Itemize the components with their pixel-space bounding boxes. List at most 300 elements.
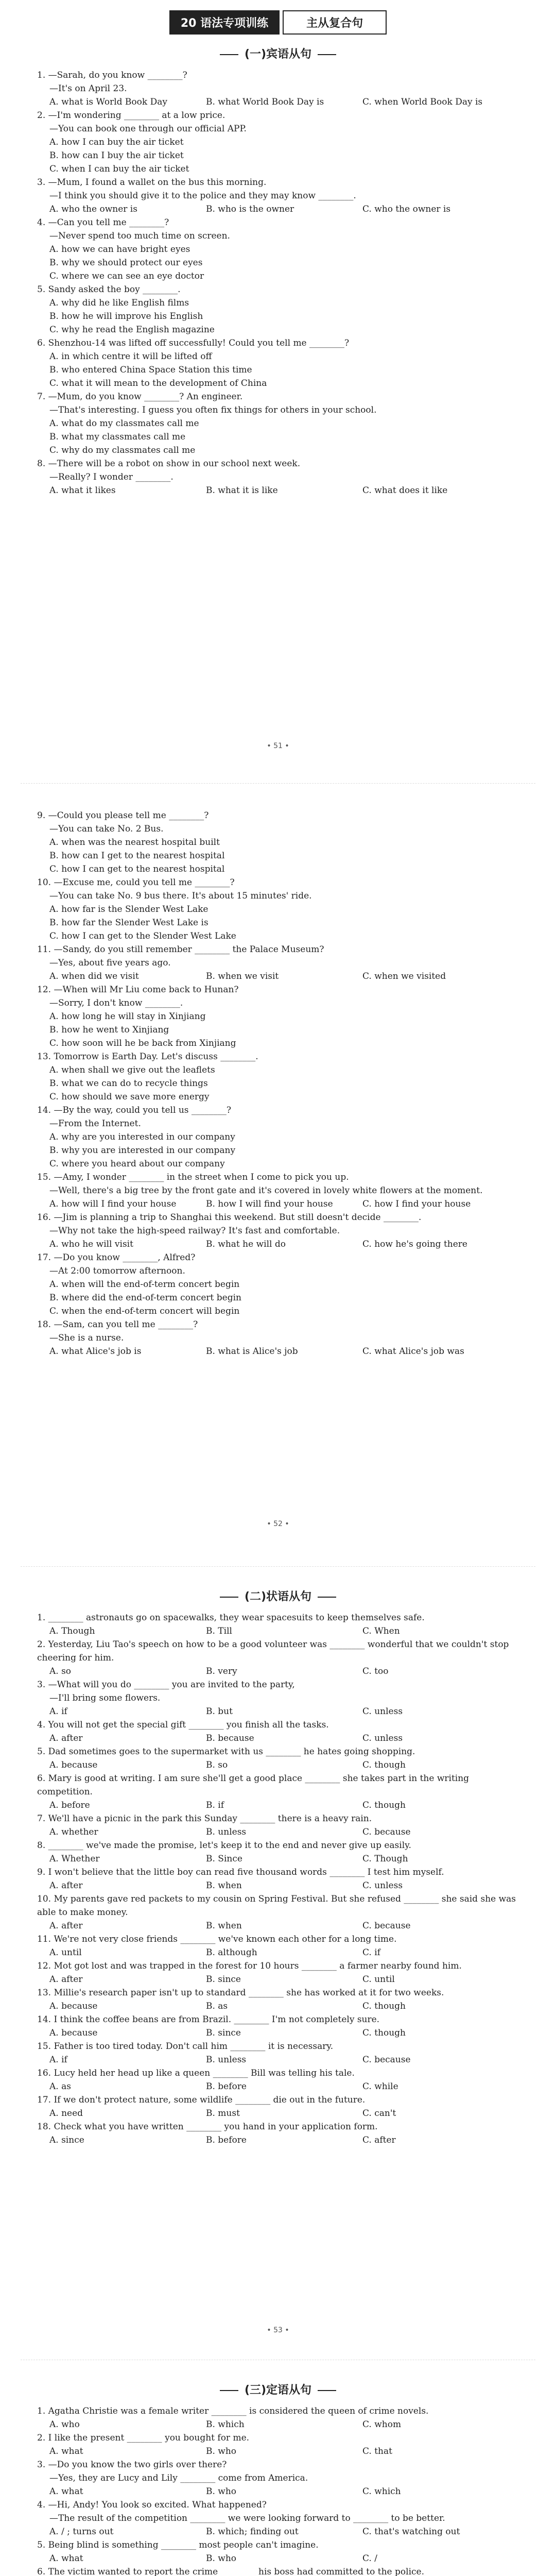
question-stem bbox=[37, 2458, 519, 2471]
answer-option: C. after bbox=[362, 2135, 396, 2145]
dialog-line bbox=[49, 1264, 519, 1278]
question-stem bbox=[37, 1050, 519, 1063]
option-group bbox=[49, 135, 519, 176]
question-stem bbox=[37, 69, 519, 82]
question-number: 11. bbox=[37, 1934, 51, 1944]
dialog-line bbox=[49, 822, 519, 836]
question-text: —Well, there's a big tree by the front gate and it's covered in lovely white flowers at the moment. bbox=[49, 1185, 483, 1196]
answer-option: C. if bbox=[362, 1947, 380, 1958]
question-stem bbox=[37, 390, 519, 403]
answer-option: B. what my classmates call me bbox=[49, 432, 186, 442]
page-number: • 51 • bbox=[267, 742, 289, 750]
dialog-line bbox=[49, 1691, 519, 1705]
question-number: 14. bbox=[37, 1105, 51, 1115]
answer-option: A. in which centre it will be lifted off bbox=[49, 351, 212, 362]
answer-option: B. what he will do bbox=[206, 1239, 286, 1249]
question-item bbox=[37, 1104, 519, 1171]
question-text: —Sandy, do you still remember ________ the Palace Museum? bbox=[54, 944, 324, 955]
answer-option: C. what Alice's job was bbox=[362, 1346, 464, 1357]
answer-option: C. where we can see an eye doctor bbox=[49, 271, 204, 281]
question-item bbox=[37, 809, 519, 876]
dialog-line bbox=[49, 889, 519, 903]
question-stem bbox=[37, 1211, 519, 1224]
question-item bbox=[37, 983, 519, 1050]
option-group bbox=[49, 2053, 519, 2066]
question-item bbox=[37, 1986, 519, 2013]
answer-option: A. after bbox=[49, 1974, 83, 1985]
answer-option: C. what it will mean to the development of China bbox=[49, 378, 267, 388]
option-group bbox=[49, 1197, 519, 1211]
question-text: —Could you please tell me ________? bbox=[48, 810, 209, 821]
question-stem bbox=[37, 1611, 519, 1624]
question-number: 1. bbox=[37, 70, 46, 80]
answer-option: C. unless bbox=[362, 1880, 403, 1891]
question-number: 5. bbox=[37, 1747, 46, 1757]
question-number: 17. bbox=[37, 2095, 51, 2105]
answer-option: A. as bbox=[49, 2081, 71, 2092]
option-group bbox=[49, 2107, 519, 2120]
question-text: If we don't protect nature, some wildlife ________ die out in the future. bbox=[54, 2095, 366, 2105]
answer-option: C. where you heard about our company bbox=[49, 1159, 225, 1169]
answer-option: C. too bbox=[362, 1666, 389, 1676]
question-number: 10. bbox=[37, 877, 51, 888]
answer-option: C. when I can buy the air ticket bbox=[49, 164, 189, 174]
question-text: —There will be a robot on show in our school next week. bbox=[48, 459, 301, 469]
question-number: 14. bbox=[37, 2014, 51, 2025]
answer-option: C. unless bbox=[362, 1733, 403, 1743]
option-group bbox=[49, 1799, 519, 1812]
question-number: 8. bbox=[37, 459, 46, 469]
option-group bbox=[49, 1238, 519, 1251]
question-stem bbox=[37, 1251, 519, 1264]
question-stem bbox=[37, 943, 519, 956]
question-item bbox=[37, 2040, 519, 2066]
question-text: —By the way, could you tell us ________? bbox=[54, 1105, 232, 1115]
answer-option: B. how he went to Xinjiang bbox=[49, 1025, 169, 1035]
answer-option: A. what bbox=[49, 2486, 83, 2497]
option-group bbox=[49, 1758, 519, 1772]
question-item bbox=[37, 1211, 519, 1251]
answer-option: B. although bbox=[206, 1947, 257, 1958]
question-number: 2. bbox=[37, 1639, 46, 1650]
question-text: Father is too tired today. Don't call him ________ it is necessary. bbox=[54, 2041, 334, 2052]
answer-option: A. after bbox=[49, 1733, 83, 1743]
question-stem bbox=[37, 2538, 519, 2552]
option-group bbox=[49, 202, 519, 216]
answer-option: C. how should we save more energy bbox=[49, 1092, 210, 1102]
question-stem bbox=[37, 2431, 519, 2445]
question-item bbox=[37, 2565, 519, 2576]
answer-option: A. so bbox=[49, 1666, 72, 1676]
option-group bbox=[49, 1624, 519, 1638]
dialog-line bbox=[49, 996, 519, 1010]
question-stem bbox=[37, 2565, 519, 2576]
answer-option: C. because bbox=[362, 1827, 411, 1837]
dialog-line bbox=[49, 1331, 519, 1345]
answer-option: B. how can I get to the nearest hospital bbox=[49, 851, 225, 861]
answer-option: C. when the end-of-term concert will begin bbox=[49, 1306, 240, 1316]
question-stem bbox=[37, 809, 519, 822]
question-text: —When will Mr Liu come back to Hunan? bbox=[54, 985, 239, 995]
option-group bbox=[49, 970, 519, 983]
question-text: —You can take No. 2 Bus. bbox=[49, 824, 164, 834]
answer-option: A. what it likes bbox=[49, 485, 116, 496]
answer-option: C. because bbox=[362, 1921, 411, 1931]
answer-option: A. how I can buy the air ticket bbox=[49, 137, 184, 147]
question-stem bbox=[37, 1678, 519, 1691]
header-bar bbox=[0, 10, 556, 34]
option-group bbox=[49, 2133, 519, 2147]
answer-option: C. that bbox=[362, 2446, 392, 2456]
option-group bbox=[49, 1999, 519, 2013]
answer-option: B. when we visit bbox=[206, 971, 279, 981]
question-item bbox=[37, 457, 519, 497]
answer-option: A. how long he will stay in Xinjiang bbox=[49, 1011, 206, 1022]
answer-option: C. though bbox=[362, 2028, 406, 2038]
question-text: —Yes, they are Lucy and Lily ________ come from America. bbox=[49, 2473, 308, 2483]
question-stem bbox=[37, 1718, 519, 1732]
page-divider bbox=[21, 783, 535, 784]
question-text: —Amy, I wonder ________ in the street when I come to pick you up. bbox=[54, 1172, 349, 1182]
answer-option: A. what Alice's job is bbox=[49, 1346, 142, 1357]
option-group bbox=[49, 1879, 519, 1892]
question-number: 17. bbox=[37, 1252, 51, 1263]
question-text: —Sam, can you tell me ________? bbox=[54, 1319, 198, 1330]
question-text: Millie's research paper isn't up to standard ________ she has worked at it for two weeks. bbox=[54, 1988, 444, 1998]
question-number: 16. bbox=[37, 2068, 51, 2078]
question-text: Shenzhou-14 was lifted off successfully! Could you tell me ________? bbox=[48, 338, 350, 348]
question-item bbox=[37, 216, 519, 283]
question-number: 13. bbox=[37, 1988, 51, 1998]
answer-option: A. after bbox=[49, 1880, 83, 1891]
answer-option: B. how can I buy the air ticket bbox=[49, 150, 184, 161]
answer-option: B. before bbox=[206, 2135, 247, 2145]
question-text: Mot got lost and was trapped in the forest for 10 hours ________ a farmer nearby found him. bbox=[54, 1961, 462, 1971]
option-group bbox=[49, 2418, 519, 2431]
question-number: 3. bbox=[37, 1680, 46, 1690]
option-group bbox=[49, 417, 519, 457]
question-item bbox=[37, 2066, 519, 2093]
answer-option: C. who the owner is bbox=[362, 204, 451, 214]
answer-option: B. since bbox=[206, 2028, 241, 2038]
question-item bbox=[37, 2013, 519, 2040]
question-number: 3. bbox=[37, 2460, 46, 2470]
option-group bbox=[49, 1063, 519, 1104]
question-number: 4. bbox=[37, 2500, 46, 2510]
answer-option: A. who bbox=[49, 2419, 80, 2430]
answer-option: A. how will I find your house bbox=[49, 1199, 177, 1209]
answer-option: A. if bbox=[49, 1706, 67, 1717]
dialog-line bbox=[49, 470, 519, 484]
question-number: 18. bbox=[37, 2122, 51, 2132]
question-text: Mary is good at writing. I am sure she'll get a good place ________ she takes part in the writing competition. bbox=[37, 1773, 472, 1797]
question-text: —Hi, Andy! You look so excited. What happened? bbox=[48, 2500, 267, 2510]
question-item bbox=[37, 283, 519, 336]
question-list bbox=[0, 69, 556, 497]
dialog-line bbox=[49, 1184, 519, 1197]
answer-option: A. when did we visit bbox=[49, 971, 139, 981]
question-item bbox=[37, 2120, 519, 2147]
answer-option: C. When bbox=[362, 1626, 400, 1636]
answer-option: C. until bbox=[362, 1974, 395, 1985]
question-number: 15. bbox=[37, 2041, 51, 2052]
question-text: We're not very close friends ________ we've known each other for a long time. bbox=[54, 1934, 397, 1944]
answer-option: B. what we can do to recycle things bbox=[49, 1078, 208, 1089]
answer-option: A. / ; turns out bbox=[49, 2527, 114, 2537]
answer-option: B. how far the Slender West Lake is bbox=[49, 918, 208, 928]
option-group bbox=[49, 1973, 519, 1986]
dialog-line bbox=[49, 2512, 519, 2525]
question-item bbox=[37, 1933, 519, 1959]
answer-option: A. if bbox=[49, 2055, 67, 2065]
question-text: Agatha Christie was a female writer ________ is considered the queen of crime novels. bbox=[48, 2406, 429, 2416]
page-number: • 52 • bbox=[267, 1520, 289, 1528]
page-1 bbox=[0, 0, 556, 497]
answer-option: C. though bbox=[362, 1800, 406, 1810]
question-text: —What will you do ________ you are invited to the party, bbox=[48, 1680, 295, 1690]
question-stem bbox=[37, 2404, 519, 2418]
question-list bbox=[0, 809, 556, 1358]
page-2 bbox=[0, 793, 556, 1358]
question-item bbox=[37, 1678, 519, 1718]
question-item bbox=[37, 1171, 519, 1211]
question-item bbox=[37, 943, 519, 983]
question-number: 7. bbox=[37, 392, 46, 402]
question-number: 5. bbox=[37, 2540, 46, 2550]
question-text: The victim wanted to report the crime ________ his boss had committed to the police. bbox=[48, 2567, 425, 2576]
answer-option: B. how I will find your house bbox=[206, 1199, 333, 1209]
question-item bbox=[37, 1892, 519, 1933]
question-item bbox=[37, 390, 519, 457]
question-text: —I think you should give it to the police and they may know ________. bbox=[49, 191, 356, 201]
answer-option: C. that's watching out bbox=[362, 2527, 460, 2537]
question-item bbox=[37, 1050, 519, 1104]
question-number: 13. bbox=[37, 1052, 51, 1062]
answer-option: A. need bbox=[49, 2108, 83, 2119]
answer-option: C. unless bbox=[362, 1706, 403, 1717]
question-text: —Excuse me, could you tell me ________? bbox=[54, 877, 235, 888]
question-text: —I'll bring some flowers. bbox=[49, 1693, 161, 1703]
answer-option: A. how we can have bright eyes bbox=[49, 244, 190, 255]
question-text: Sandy asked the boy ________. bbox=[48, 284, 181, 295]
question-stem bbox=[37, 983, 519, 996]
question-number: 1. bbox=[37, 1613, 46, 1623]
option-group bbox=[49, 1732, 519, 1745]
question-text: —Do you know ________, Alfred? bbox=[54, 1252, 196, 1263]
section-title: (一)宾语从句 bbox=[0, 45, 556, 61]
answer-option: A. whether bbox=[49, 1827, 98, 1837]
question-stem bbox=[37, 2013, 519, 2026]
answer-option: A. why did he like English films bbox=[49, 298, 189, 308]
question-text: You will not get the special gift ________ you finish all the tasks. bbox=[48, 1720, 329, 1730]
question-text: We'll have a picnic in the park this Sunday ________ there is a heavy rain. bbox=[48, 1814, 372, 1824]
dialog-line bbox=[49, 1224, 519, 1238]
option-group bbox=[49, 484, 519, 497]
option-group bbox=[49, 903, 519, 943]
question-number: 2. bbox=[37, 2433, 46, 2443]
answer-option: A. because bbox=[49, 1760, 98, 1770]
answer-option: B. because bbox=[206, 1733, 254, 1743]
question-number: 12. bbox=[37, 985, 51, 995]
question-number: 8. bbox=[37, 1840, 46, 1851]
question-stem bbox=[37, 1171, 519, 1184]
question-text: Lucy held her head up like a queen ________ Bill was telling his tale. bbox=[54, 2068, 355, 2078]
question-text: I like the present ________ you bought for me. bbox=[48, 2433, 250, 2443]
question-text: —I'm wondering ________ at a low price. bbox=[48, 110, 225, 121]
question-text: I won't believe that the little boy can read five thousand words ________ I test him myself. bbox=[48, 1867, 444, 1877]
answer-option: B. which; finding out bbox=[206, 2527, 299, 2537]
answer-option: C. how he's going there bbox=[362, 1239, 467, 1249]
answer-option: B. who is the owner bbox=[206, 204, 294, 214]
page-4 bbox=[0, 2370, 556, 2576]
answer-option: C. why do my classmates call me bbox=[49, 445, 196, 455]
question-text: —She is a nurse. bbox=[49, 1333, 124, 1343]
option-group bbox=[49, 2026, 519, 2040]
answer-option: B. must bbox=[206, 2108, 240, 2119]
question-number: 2. bbox=[37, 110, 46, 121]
answer-option: B. when bbox=[206, 1921, 242, 1931]
answer-option: A. Whether bbox=[49, 1854, 100, 1864]
question-item bbox=[37, 109, 519, 176]
answer-option: B. who bbox=[206, 2486, 237, 2497]
answer-option: C. because bbox=[362, 2055, 411, 2065]
option-group bbox=[49, 1825, 519, 1839]
question-number: 4. bbox=[37, 1720, 46, 1730]
question-text: I think the coffee beans are from Brazil. ________ I'm not completely sure. bbox=[54, 2014, 380, 2025]
question-text: Tomorrow is Earth Day. Let's discuss ________. bbox=[54, 1052, 258, 1062]
answer-option: C. though bbox=[362, 1760, 406, 1770]
answer-option: B. what it is like bbox=[206, 485, 278, 496]
answer-option: A. when will the end-of-term concert begin bbox=[49, 1279, 240, 1290]
answer-option: B. but bbox=[206, 1706, 233, 1717]
answer-option: C. how I can get to the Slender West Lake bbox=[49, 931, 236, 941]
answer-option: B. before bbox=[206, 2081, 247, 2092]
question-text: —Sarah, do you know ________? bbox=[48, 70, 187, 80]
question-text: —Why not take the high-speed railway? It's fast and comfortable. bbox=[49, 1226, 340, 1236]
answer-option: C. while bbox=[362, 2081, 398, 2092]
answer-option: B. if bbox=[206, 1800, 224, 1810]
question-stem bbox=[37, 2040, 519, 2053]
question-text: —That's interesting. I guess you often fix things for others in your school. bbox=[49, 405, 377, 415]
answer-option: B. Till bbox=[206, 1626, 232, 1636]
question-stem bbox=[37, 1745, 519, 1758]
answer-option: A. Though bbox=[49, 1626, 95, 1636]
answer-option: B. where did the end-of-term concert begin bbox=[49, 1293, 242, 1303]
answer-option: A. how far is the Slender West Lake bbox=[49, 904, 208, 914]
option-group bbox=[49, 2485, 519, 2498]
option-group bbox=[49, 1665, 519, 1678]
question-stem bbox=[37, 1812, 519, 1825]
option-group bbox=[49, 296, 519, 336]
option-group bbox=[49, 1345, 519, 1358]
answer-option: C. Though bbox=[362, 1854, 408, 1864]
question-text: —From the Internet. bbox=[49, 1118, 141, 1129]
dialog-line bbox=[49, 956, 519, 970]
option-group bbox=[49, 2552, 519, 2565]
unit-label: 20 语法专项训练 bbox=[169, 10, 280, 35]
answer-option: A. before bbox=[49, 1800, 90, 1810]
option-group bbox=[49, 1705, 519, 1718]
question-number: 9. bbox=[37, 1867, 46, 1877]
dialog-line bbox=[49, 2471, 519, 2485]
question-text: —Mum, do you know ________? An engineer. bbox=[48, 392, 243, 402]
answer-option: B. unless bbox=[206, 2055, 247, 2065]
answer-option: C. why he read the English magazine bbox=[49, 325, 215, 335]
question-number: 3. bbox=[37, 177, 46, 188]
question-number: 18. bbox=[37, 1319, 51, 1330]
question-stem bbox=[37, 876, 519, 889]
option-group bbox=[49, 243, 519, 283]
question-stem bbox=[37, 1959, 519, 1973]
answer-option: C. when World Book Day is bbox=[362, 97, 483, 107]
question-stem bbox=[37, 283, 519, 296]
option-group bbox=[49, 1946, 519, 1959]
answer-option: A. when was the nearest hospital built bbox=[49, 837, 220, 848]
option-group bbox=[49, 1852, 519, 1866]
dialog-line bbox=[49, 122, 519, 135]
question-item bbox=[37, 2538, 519, 2565]
question-item bbox=[37, 1812, 519, 1839]
option-group bbox=[49, 2445, 519, 2458]
question-stem bbox=[37, 1839, 519, 1852]
question-text: —Yes, about five years ago. bbox=[49, 958, 171, 968]
question-stem bbox=[37, 216, 519, 229]
question-text: —The result of the competition ________ we were looking forward to ________ to be better. bbox=[49, 2513, 445, 2523]
question-number: 7. bbox=[37, 1814, 46, 1824]
question-number: 11. bbox=[37, 944, 51, 955]
question-text: —At 2:00 tomorrow afternoon. bbox=[49, 1266, 185, 1276]
answer-option: C. how I find your house bbox=[362, 1199, 471, 1209]
answer-option: A. because bbox=[49, 2001, 98, 2011]
question-item bbox=[37, 1611, 519, 1638]
option-group bbox=[49, 1130, 519, 1171]
question-number: 1. bbox=[37, 2406, 46, 2416]
answer-option: A. why are you interested in our company bbox=[49, 1132, 235, 1142]
question-stem bbox=[37, 1892, 519, 1919]
question-stem bbox=[37, 1318, 519, 1331]
question-stem bbox=[37, 2120, 519, 2133]
question-item bbox=[37, 1251, 519, 1318]
question-stem bbox=[37, 2093, 519, 2107]
answer-option: B. how he will improve his English bbox=[49, 311, 203, 321]
question-stem bbox=[37, 2498, 519, 2512]
answer-option: B. so bbox=[206, 1760, 228, 1770]
page-3 bbox=[0, 1577, 556, 2147]
question-number: 4. bbox=[37, 217, 46, 228]
question-item bbox=[37, 1772, 519, 1812]
question-stem bbox=[37, 109, 519, 122]
question-number: 6. bbox=[37, 338, 46, 348]
question-item bbox=[37, 876, 519, 943]
question-stem bbox=[37, 176, 519, 189]
question-item bbox=[37, 1839, 519, 1866]
answer-option: B. who bbox=[206, 2446, 237, 2456]
question-stem bbox=[37, 1638, 519, 1665]
question-number: 6. bbox=[37, 2567, 46, 2576]
answer-option: B. why you are interested in our company bbox=[49, 1145, 236, 1156]
answer-option: A. until bbox=[49, 1947, 82, 1958]
dialog-line bbox=[49, 229, 519, 243]
question-number: 9. bbox=[37, 810, 46, 821]
section-title: (二)状语从句 bbox=[0, 1588, 556, 1604]
question-text: —Mum, I found a wallet on the bus this morning. bbox=[48, 177, 267, 188]
question-text: My parents gave red packets to my cousin on Spring Festival. But she refused ________ she said she was able to make money. bbox=[37, 1894, 519, 1918]
question-text: Yesterday, Liu Tao's speech on how to be a good volunteer was ________ wonderful that we couldn't stop cheering for him. bbox=[37, 1639, 512, 1663]
question-stem bbox=[37, 1104, 519, 1117]
question-item bbox=[37, 2498, 519, 2538]
question-stem bbox=[37, 1986, 519, 1999]
question-text: Dad sometimes goes to the supermarket with us ________ he hates going shopping. bbox=[48, 1747, 415, 1757]
